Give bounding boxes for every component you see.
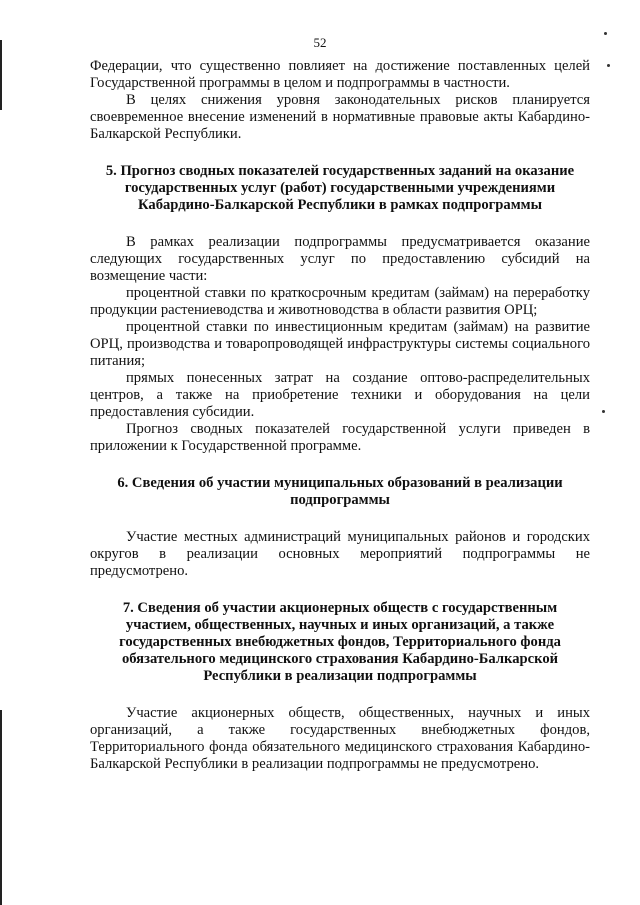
section-5-paragraph: Прогноз сводных показателей государственной услуги приведен в приложении к Государственной программе.: [90, 421, 590, 454]
section-5-paragraph: процентной ставки по краткосрочным кредитам (займам) на переработку продукции растениеводства и животноводства в области развития ОРЦ;: [90, 285, 590, 318]
scan-edge-mark: [0, 710, 2, 905]
section-5-paragraph: процентной ставки по инвестиционным кредитам (займам) на развитие ОРЦ, производства и товаропроводящей инфраструктуры системы социального питания;: [90, 319, 590, 369]
section-6-paragraph: Участие местных администраций муниципальных районов и городских округов в реализации основных мероприятий подпрограммы не предусмотрено.: [90, 529, 590, 579]
scan-speck: [602, 410, 605, 413]
section-5-paragraph: прямых понесенных затрат на создание оптово-распределительных центров, а также на приобретение техники и оборудования на цели предоставления субсидии.: [90, 370, 590, 420]
section-7-heading: 7. Сведения об участии акционерных обществ с государственным участием, общественных, научных и иных организаций, а также государственных внебюджетных фондов, Территориального фонда обязательного медицинского страхования Кабардино-Балкарской Республики в реализации подпрограммы: [119, 600, 561, 684]
section-7-paragraph: Участие акционерных обществ, общественных, научных и иных организаций, а также государственных внебюджетных фондов, Территориального фонда обязательного медицинского страхования Кабардино-Балкарской Республики в реализации подпрограммы не предусмотрено.: [90, 705, 590, 772]
section-6-heading: 6. Сведения об участии муниципальных образований в реализации подпрограммы: [117, 475, 563, 508]
intro-paragraph: В целях снижения уровня законодательных рисков планируется своевременное внесение изменений в нормативные правовые акты Кабардино-Балкарской Республики.: [90, 92, 590, 142]
section-5-heading: 5. Прогноз сводных показателей государственных заданий на оказание государственных услуг (работ) государственными учреждениями Кабардино-Балкарской Республики в рамках подпрограммы: [105, 163, 575, 213]
page-number: 52: [313, 35, 327, 50]
intro-paragraph: Федерации, что существенно повлияет на достижение поставленных целей Государственной программы в целом и подпрограммы в частности.: [90, 58, 590, 91]
scan-speck: [607, 64, 610, 67]
document-body: [90, 58, 590, 773]
section-5-paragraph: В рамках реализации подпрограммы предусматривается оказание следующих государственных услуг по предоставлению субсидий на возмещение части:: [90, 234, 590, 284]
